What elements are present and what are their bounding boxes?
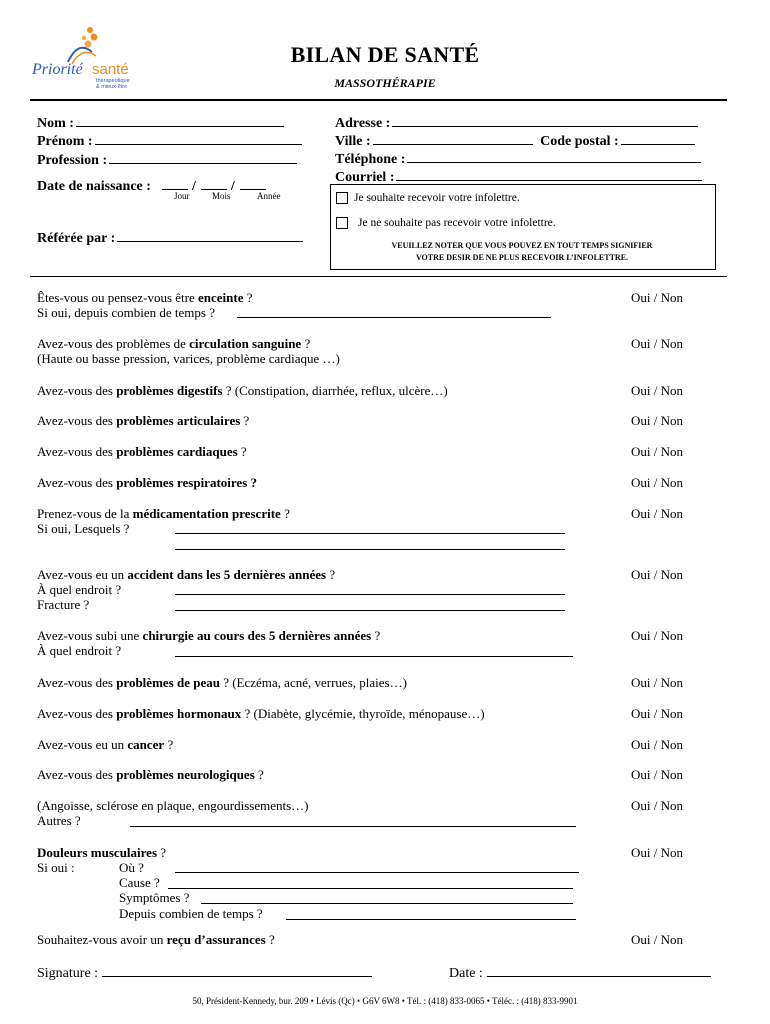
opt-out-label: Je ne souhaite pas recevoir votre infolettre. — [358, 217, 556, 229]
question-neurologiques: Avez-vous des problèmes neurologiques ? — [37, 767, 264, 782]
subq-medication: Si oui, Lesquels ? — [37, 521, 130, 536]
fill-accident-endroit[interactable] — [175, 583, 565, 595]
date-label: Date : — [449, 966, 483, 981]
question-medication: Prenez-vous de la médicamentation prescrite ? — [37, 506, 290, 521]
newsletter-opt-out[interactable] — [336, 217, 556, 229]
subq-accident-endroit: À quel endroit ? — [37, 582, 122, 597]
question-angoisse: (Angoisse, sclérose en plaque, engourdissements…) — [37, 798, 309, 813]
yes-no-hormonaux[interactable]: Oui / Non — [631, 706, 683, 721]
question-cardiaques: Avez-vous des problèmes cardiaques ? — [37, 444, 247, 459]
question-peau: Avez-vous des problèmes de peau ? (Eczéma, acné, verrues, plaies…) — [37, 675, 407, 690]
fill-enceinte-duree[interactable] — [237, 306, 551, 318]
prenom-field[interactable] — [37, 132, 302, 150]
yes-no-douleurs[interactable]: Oui / Non — [631, 845, 683, 860]
fill-fracture[interactable] — [175, 599, 565, 611]
ville-field[interactable] — [335, 132, 695, 150]
yes-no-cardiaques[interactable]: Oui / Non — [631, 444, 683, 459]
telephone-field[interactable] — [335, 150, 701, 168]
logo-word2: santé — [92, 61, 129, 78]
subq-enceinte-duree: Si oui, depuis combien de temps ? — [37, 305, 216, 320]
yes-no-peau[interactable]: Oui / Non — [631, 675, 683, 690]
yes-no-respiratoires[interactable]: Oui / Non — [631, 475, 683, 490]
question-recu: Souhaitez-vous avoir un reçu d’assurances ? — [37, 932, 275, 947]
question-circulation: Avez-vous des problèmes de circulation sanguine ? — [37, 336, 311, 351]
prenom-label: Prénom : — [37, 134, 93, 149]
subq-douleurs-symptomes: Symptômes ? — [119, 890, 190, 905]
opt-out-checkbox[interactable] — [336, 217, 348, 229]
fill-chirurgie-endroit[interactable] — [175, 645, 573, 657]
nom-field[interactable] — [37, 114, 284, 132]
yes-no-articulaires[interactable]: Oui / Non — [631, 413, 683, 428]
adresse-label: Adresse : — [335, 116, 391, 131]
adresse-field[interactable] — [335, 114, 698, 132]
yes-no-cancer[interactable]: Oui / Non — [631, 737, 683, 752]
yes-no-recu[interactable]: Oui / Non — [631, 932, 683, 947]
naissance-field[interactable]: Date de naissance : / / — [37, 177, 266, 195]
fill-medication-2[interactable] — [175, 538, 565, 550]
fill-douleurs-duree[interactable] — [286, 908, 576, 920]
mois-hint: Mois — [212, 191, 231, 201]
newsletter-notice — [330, 240, 714, 264]
code-postal-label: Code postal : — [540, 134, 619, 149]
fill-autres[interactable] — [130, 815, 576, 827]
fill-medication-1[interactable] — [175, 522, 565, 534]
profession-field[interactable] — [37, 151, 297, 169]
subq-fracture: Fracture ? — [37, 597, 90, 612]
signature-field[interactable] — [37, 964, 372, 982]
referee-label: Référée par : — [37, 231, 116, 246]
question-accident: Avez-vous eu un accident dans les 5 dernières années ? — [37, 567, 336, 582]
subq-douleurs-duree: Depuis combien de temps ? — [119, 906, 263, 921]
yes-no-accident[interactable]: Oui / Non — [631, 567, 683, 582]
notice-line1: VEUILLEZ NOTER QUE VOUS POUVEZ EN TOUT TEMPS SIGNIFIER — [391, 241, 653, 250]
referee-field[interactable] — [37, 229, 303, 247]
question-respiratoires: Avez-vous des problèmes respiratoires ? — [37, 475, 258, 490]
footer-address: 50, Président-Kennedy, bur. 209 • Lévis (Qc) • G6V 6W8 • Tél. : (418) 833-0065 • Téléc. : (418) 833-9901 — [192, 996, 578, 1006]
yes-no-digestifs[interactable]: Oui / Non — [631, 383, 683, 398]
yes-no-enceinte[interactable]: Oui / Non — [631, 290, 683, 305]
yes-no-medication[interactable]: Oui / Non — [631, 506, 683, 521]
yes-no-circulation[interactable]: Oui / Non — [631, 336, 683, 351]
courriel-label: Courriel : — [335, 170, 395, 185]
date-field[interactable] — [449, 964, 711, 982]
telephone-label: Téléphone : — [335, 152, 406, 167]
page-title: BILAN DE SANTÉ — [290, 42, 480, 67]
subq-circulation: (Haute ou basse pression, varices, problème cardiaque …) — [37, 351, 340, 366]
opt-in-label: Je souhaite recevoir votre infolettre. — [354, 192, 520, 204]
question-digestifs: Avez-vous des problèmes digestifs ? (Constipation, diarrhée, reflux, ulcère…) — [37, 383, 448, 398]
subq-chirurgie-endroit: À quel endroit ? — [37, 643, 122, 658]
section-divider — [30, 276, 727, 277]
question-hormonaux: Avez-vous des problèmes hormonaux ? (Diabète, glycémie, thyroïde, ménopause…) — [37, 706, 485, 721]
nom-label: Nom : — [37, 116, 74, 131]
subq-douleurs-cause: Cause ? — [119, 875, 160, 890]
yes-no-chirurgie[interactable]: Oui / Non — [631, 628, 683, 643]
logo-word1: Priorité — [32, 61, 83, 78]
annee-hint: Année — [257, 191, 281, 201]
notice-line2: VOTRE DESIR DE NE PLUS RECEVOIR L’INFOLETTRE. — [415, 253, 629, 262]
page-subtitle: MASSOTHÉRAPIE — [334, 76, 436, 90]
newsletter-opt-in[interactable] — [336, 192, 520, 204]
ville-label: Ville : — [335, 134, 371, 149]
yes-no-angoisse[interactable]: Oui / Non — [631, 798, 683, 813]
fill-douleurs-symptomes[interactable] — [201, 892, 573, 904]
question-articulaires: Avez-vous des problèmes articulaires ? — [37, 413, 250, 428]
subq-autres: Autres ? — [37, 813, 81, 828]
fill-douleurs-cause[interactable] — [168, 877, 573, 889]
question-enceinte: Êtes-vous ou pensez-vous être enceinte ? — [37, 290, 253, 305]
opt-in-checkbox[interactable] — [336, 192, 348, 204]
question-cancer: Avez-vous eu un cancer ? — [37, 737, 174, 752]
logo-tag2: & mieux-être — [96, 84, 128, 90]
yes-no-neurologiques[interactable]: Oui / Non — [631, 767, 683, 782]
logo-tag1: thérapeutique — [96, 78, 130, 84]
subq-douleurs-sioui: Si oui : — [37, 860, 75, 875]
jour-hint: Jour — [174, 191, 190, 201]
question-chirurgie: Avez-vous subi une chirurgie au cours des 5 dernières années ? — [37, 628, 381, 643]
header-divider — [30, 99, 727, 101]
profession-label: Profession : — [37, 153, 108, 168]
fill-douleurs-ou[interactable] — [175, 861, 579, 873]
signature-label: Signature : — [37, 966, 99, 981]
naissance-label: Date de naissance : — [37, 179, 151, 194]
question-douleurs: Douleurs musculaires ? — [37, 845, 167, 860]
subq-douleurs-ou: Où ? — [119, 860, 144, 875]
